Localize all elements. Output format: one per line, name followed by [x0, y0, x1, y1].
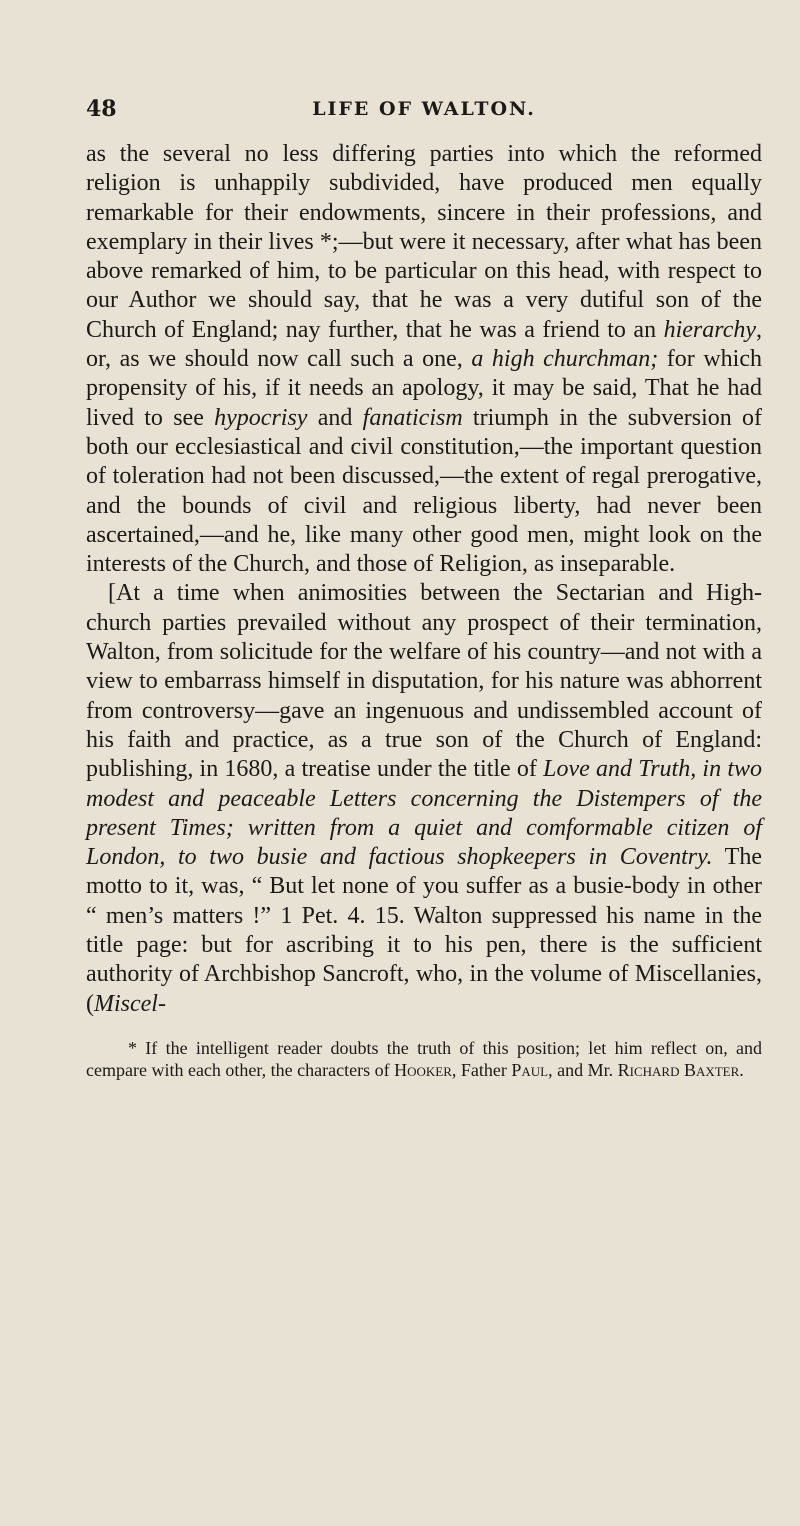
text-run: for which propensity of his, if it needs an apology, it may be said, That he had lived to see: [86, 346, 762, 431]
text-run: and: [307, 404, 363, 431]
footnote-name: Hooker: [394, 1059, 452, 1080]
text-run: , or, as we should now call such a one,: [86, 316, 762, 373]
footnote-text: * If the intelligent reader doubts the truth of this position; let him reflect on, and cempare with each other, the characters of: [86, 1037, 762, 1080]
text-run: The motto to it, was, “ But let none of you suffer as a busie-body in other “ men’s matters !” 1 Pet. 4. 15. Walton suppressed his name in the title page: but for ascribing it to his pen, there is the sufficient authority of Archbishop Sancroft, who, in the volume of Miscellanies, (: [86, 844, 762, 1017]
footnote: [86, 1037, 762, 1081]
italic-run: hierarchy: [663, 316, 756, 343]
italic-run: a high churchman;: [471, 346, 659, 373]
paragraph-2: [86, 579, 762, 1018]
book-page: [0, 96, 800, 1526]
italic-run: Miscel-: [94, 990, 166, 1017]
footnote-name: Richard Baxter: [617, 1059, 740, 1080]
footnote-text: , Father: [451, 1059, 512, 1080]
page-number: 48: [86, 96, 117, 122]
footnote-name: Paul: [511, 1059, 549, 1080]
paragraph-1: [86, 140, 762, 579]
page-header: [86, 96, 762, 130]
italic-run: hypocrisy: [214, 404, 308, 431]
italic-run: fanaticism: [362, 404, 463, 431]
italic-run: Love and Truth, in two modest and peaceable Letters concerning the Distempers of the present Times; written from a quiet and comformable citizen of London, to two busie and factious shopkeepers in Coventry.: [86, 756, 762, 871]
footnote-text: .: [739, 1059, 744, 1080]
footnote-text: , and Mr.: [548, 1059, 618, 1080]
text-run: triumph in the subversion of both our ecclesiastical and civil constitution,—the important question of toleration had not been discussed,—the extent of regal prerogative, and the bounds of civil and religious liberty, had never been ascertained,—and he, like many other good men, might look on the interests of the Church, and those of Religion, as inseparable.: [86, 404, 763, 578]
running-head: LIFE OF WALTON.: [312, 98, 536, 120]
text-run: [At a time when animosities between the Sectarian and High-church parties prevailed without any prospect of their termination, Walton, from solicitude for the welfare of his country—and not with a view to embarrass himself in disputation, for his nature was abhorrent from controversy—gave an ingenuous and undissembled account of his faith and practice, as a true son of the Church of England: publishing, in 1680, a treatise under the title of: [86, 580, 762, 783]
body-text: [86, 140, 762, 1019]
text-run: as the several no less differing parties into which the reformed religion is unhappily subdivided, have produced men equally remarkable for their endowments, sincere in their professions, and exemplary in their lives *;—but were it necessary, after what has been above remarked of him, to be particular on this head, with respect to our Author we should say, that he was a very dutiful son of the Church of England; nay further, that he was a friend to an: [86, 141, 762, 343]
